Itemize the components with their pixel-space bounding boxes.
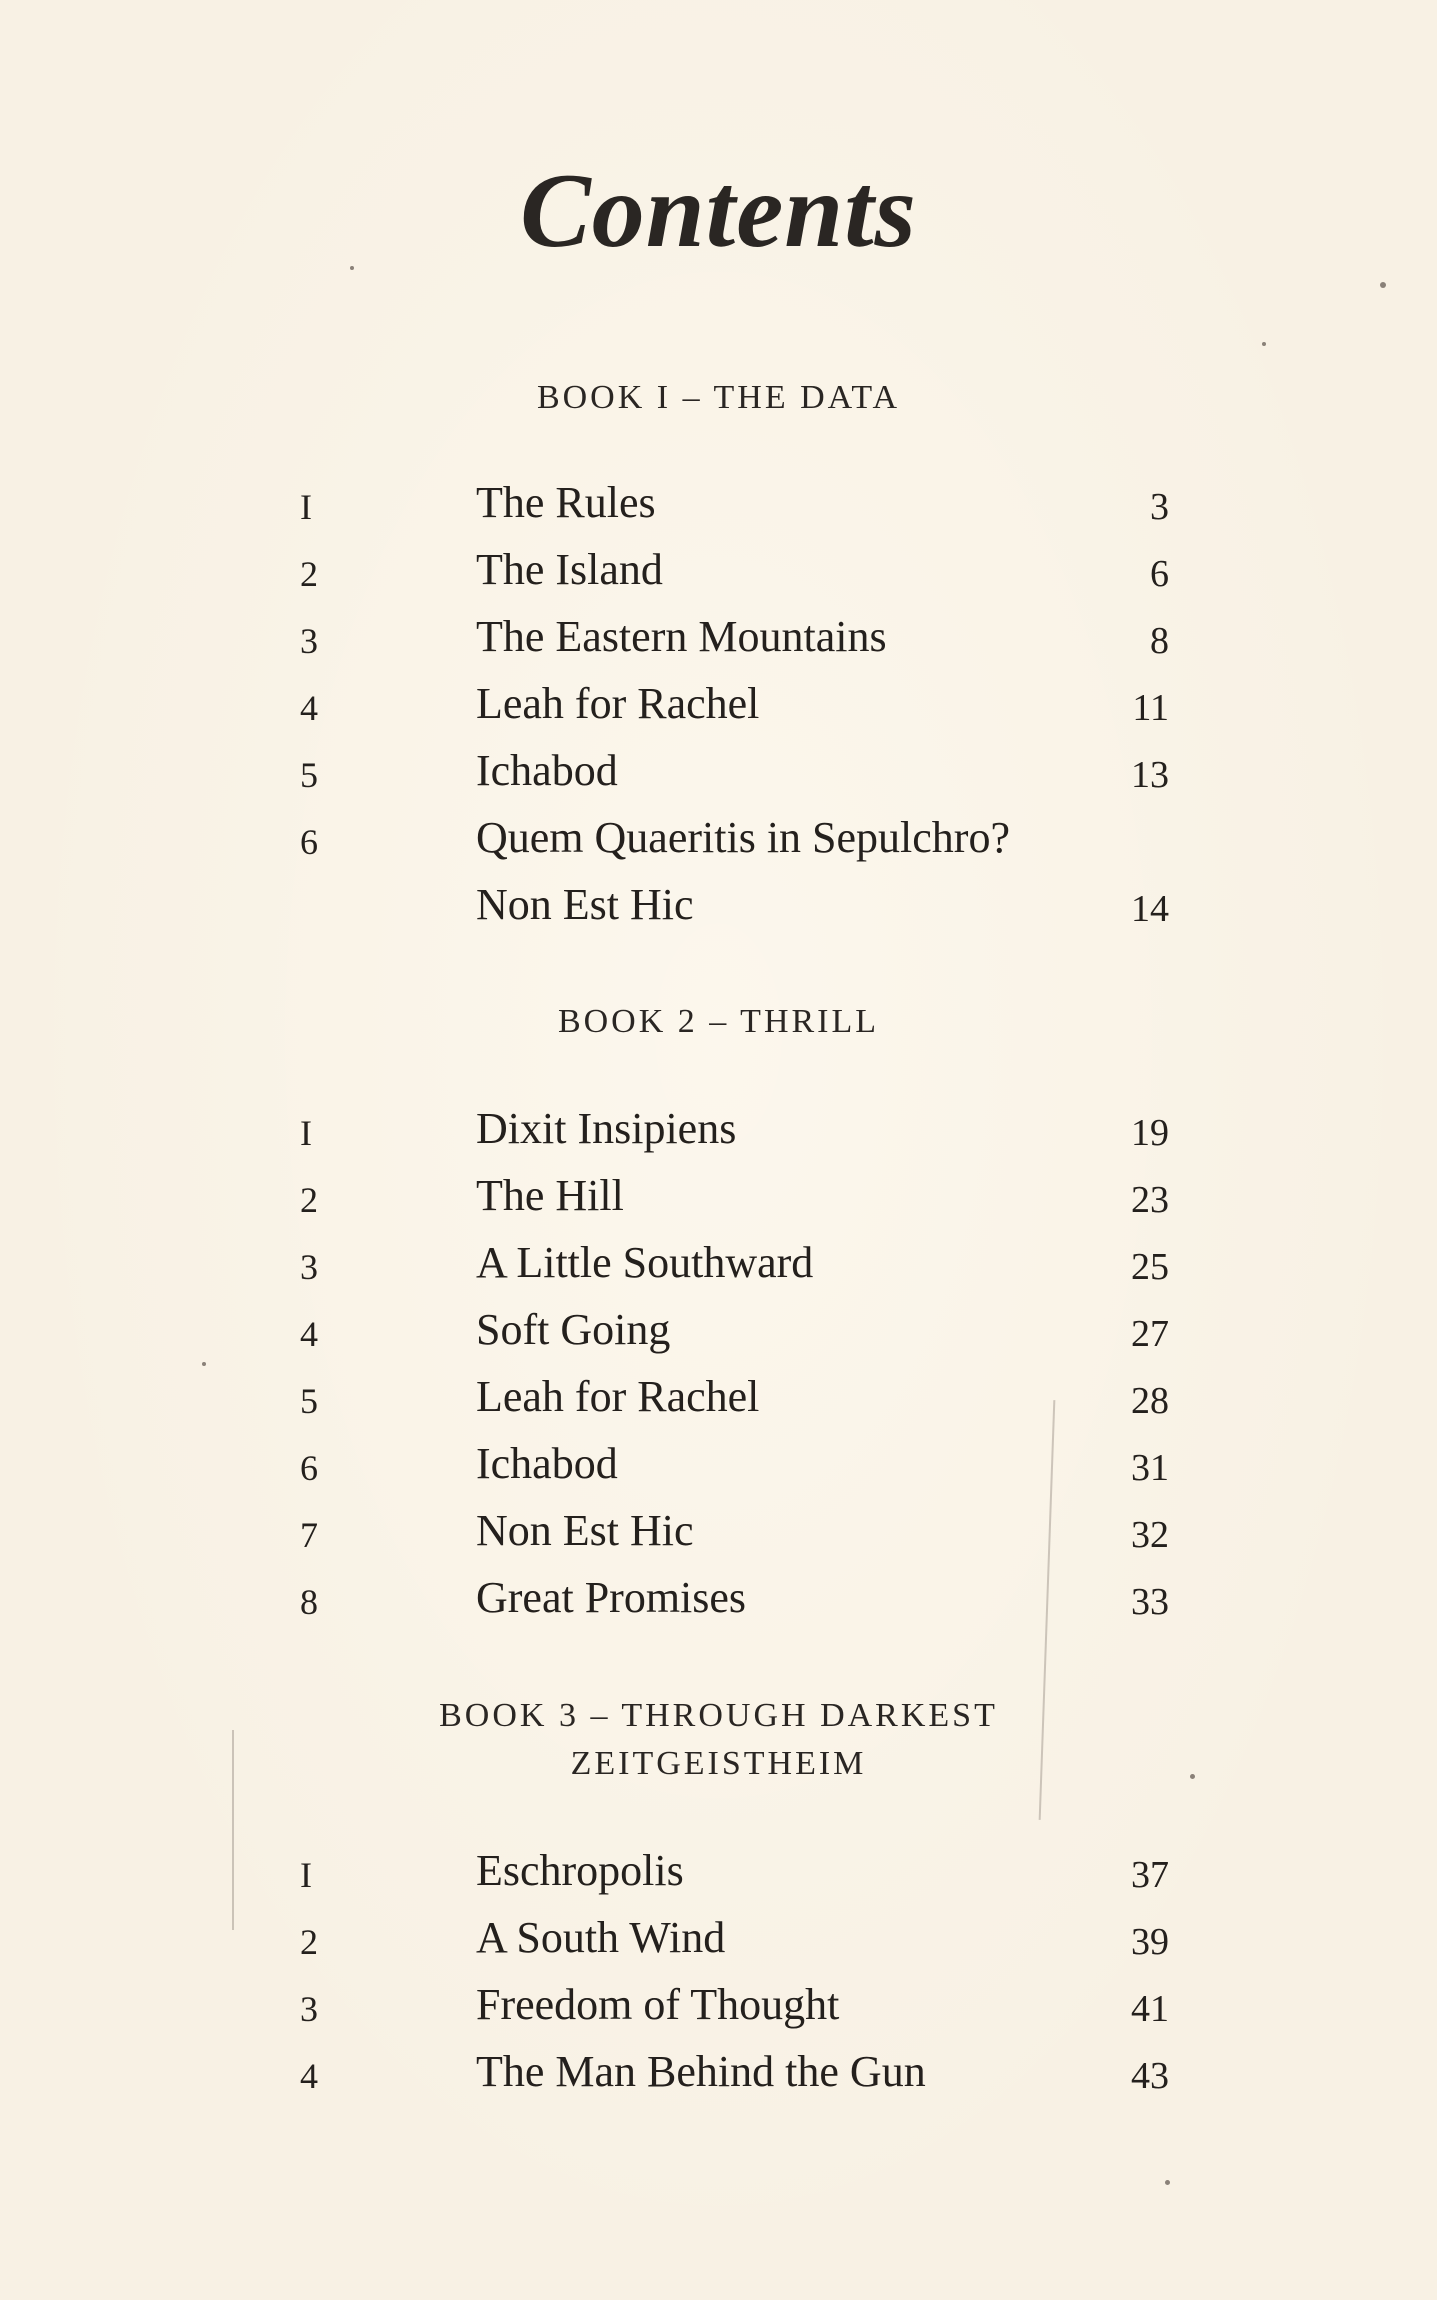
chapter-number: 6 bbox=[300, 1448, 318, 1488]
chapter-number: 4 bbox=[300, 2056, 318, 2096]
page-number: 6 bbox=[1150, 553, 1169, 595]
chapter-title: Eschropolis bbox=[476, 1846, 684, 1895]
page-number: 3 bbox=[1150, 486, 1169, 528]
page-number: 27 bbox=[1131, 1313, 1169, 1355]
page-number: 33 bbox=[1131, 1581, 1169, 1623]
toc-entry bbox=[0, 1096, 1437, 1162]
chapter-number: 8 bbox=[300, 1582, 318, 1622]
chapter-title: Ichabod bbox=[476, 746, 618, 795]
chapter-number: 3 bbox=[300, 1247, 318, 1287]
book-2-heading bbox=[0, 998, 1437, 1046]
chapter-title: Leah for Rachel bbox=[476, 679, 760, 728]
chapter-title: The Rules bbox=[476, 478, 656, 527]
page-number: 39 bbox=[1131, 1921, 1169, 1963]
page-number: 19 bbox=[1131, 1112, 1169, 1154]
book-heading-line: ZEITGEISTHEIM bbox=[570, 1745, 867, 1782]
toc-entry bbox=[0, 872, 1437, 938]
chapter-number: I bbox=[300, 487, 312, 527]
page-number: 25 bbox=[1131, 1246, 1169, 1288]
toc-entry bbox=[0, 738, 1437, 804]
toc-entry bbox=[0, 470, 1437, 536]
chapter-title: Non Est Hic bbox=[476, 1506, 694, 1555]
page-number: 13 bbox=[1131, 754, 1169, 796]
chapter-title: A Little Southward bbox=[476, 1238, 814, 1287]
chapter-title: Non Est Hic bbox=[476, 880, 694, 929]
toc-entry bbox=[0, 1565, 1437, 1631]
chapter-number: I bbox=[300, 1855, 312, 1895]
chapter-number: 6 bbox=[300, 822, 318, 862]
page-number: 31 bbox=[1131, 1447, 1169, 1489]
chapter-title: Soft Going bbox=[476, 1305, 671, 1354]
chapter-number: 4 bbox=[300, 1314, 318, 1354]
page-title: Contents bbox=[520, 152, 917, 269]
page-number: 28 bbox=[1131, 1380, 1169, 1422]
toc-entry bbox=[0, 537, 1437, 603]
page-number: 32 bbox=[1131, 1514, 1169, 1556]
chapter-number: 2 bbox=[300, 554, 318, 594]
chapter-title: The Hill bbox=[476, 1171, 624, 1220]
chapter-title: Freedom of Thought bbox=[476, 1980, 840, 2029]
page-number: 41 bbox=[1131, 1988, 1169, 2030]
chapter-number: 5 bbox=[300, 1381, 318, 1421]
chapter-title: The Island bbox=[476, 545, 663, 594]
chapter-number: 2 bbox=[300, 1922, 318, 1962]
toc-entry bbox=[0, 1972, 1437, 2038]
page-number: 23 bbox=[1131, 1179, 1169, 1221]
chapter-title: Great Promises bbox=[476, 1573, 747, 1622]
toc-entry bbox=[0, 805, 1437, 871]
chapter-title: Quem Quaeritis in Sepulchro? bbox=[476, 813, 1010, 862]
toc-entry bbox=[0, 671, 1437, 737]
toc-entry bbox=[0, 1364, 1437, 1430]
toc-entry bbox=[0, 2039, 1437, 2105]
chapter-title: Dixit Insipiens bbox=[476, 1104, 737, 1153]
chapter-number: 7 bbox=[300, 1515, 318, 1555]
chapter-title: Ichabod bbox=[476, 1439, 618, 1488]
chapter-title: Leah for Rachel bbox=[476, 1372, 760, 1421]
toc-entry bbox=[0, 1230, 1437, 1296]
paper-speck bbox=[1165, 2180, 1170, 2185]
page-number: 14 bbox=[1131, 888, 1169, 930]
toc-entry bbox=[0, 1431, 1437, 1497]
chapter-title: The Man Behind the Gun bbox=[476, 2047, 926, 2096]
chapter-number: 5 bbox=[300, 755, 318, 795]
toc-entry bbox=[0, 604, 1437, 670]
chapter-number: 2 bbox=[300, 1180, 318, 1220]
toc-entry bbox=[0, 1297, 1437, 1363]
book-3-heading bbox=[0, 1692, 1437, 1788]
chapter-number: 3 bbox=[300, 1989, 318, 2029]
book-heading-line: BOOK I – THE DATA bbox=[536, 379, 901, 416]
book-heading-line: BOOK 2 – THRILL bbox=[557, 1003, 880, 1040]
chapter-title: The Eastern Mountains bbox=[476, 612, 887, 661]
page-number: 8 bbox=[1150, 620, 1169, 662]
paper-speck bbox=[1380, 282, 1386, 288]
page-number: 11 bbox=[1132, 687, 1169, 729]
toc-entry bbox=[0, 1838, 1437, 1904]
book-heading-line: BOOK 3 – THROUGH DARKEST bbox=[439, 1697, 998, 1734]
toc-entry bbox=[0, 1498, 1437, 1564]
book-1-heading bbox=[0, 374, 1437, 422]
page-number: 37 bbox=[1131, 1854, 1169, 1896]
paper-speck bbox=[1262, 342, 1266, 346]
chapter-title: A South Wind bbox=[476, 1913, 726, 1962]
page-number: 43 bbox=[1131, 2055, 1169, 2097]
chapter-number: I bbox=[300, 1113, 312, 1153]
chapter-number: 3 bbox=[300, 621, 318, 661]
toc-entry bbox=[0, 1905, 1437, 1971]
toc-entry bbox=[0, 1163, 1437, 1229]
chapter-number: 4 bbox=[300, 688, 318, 728]
